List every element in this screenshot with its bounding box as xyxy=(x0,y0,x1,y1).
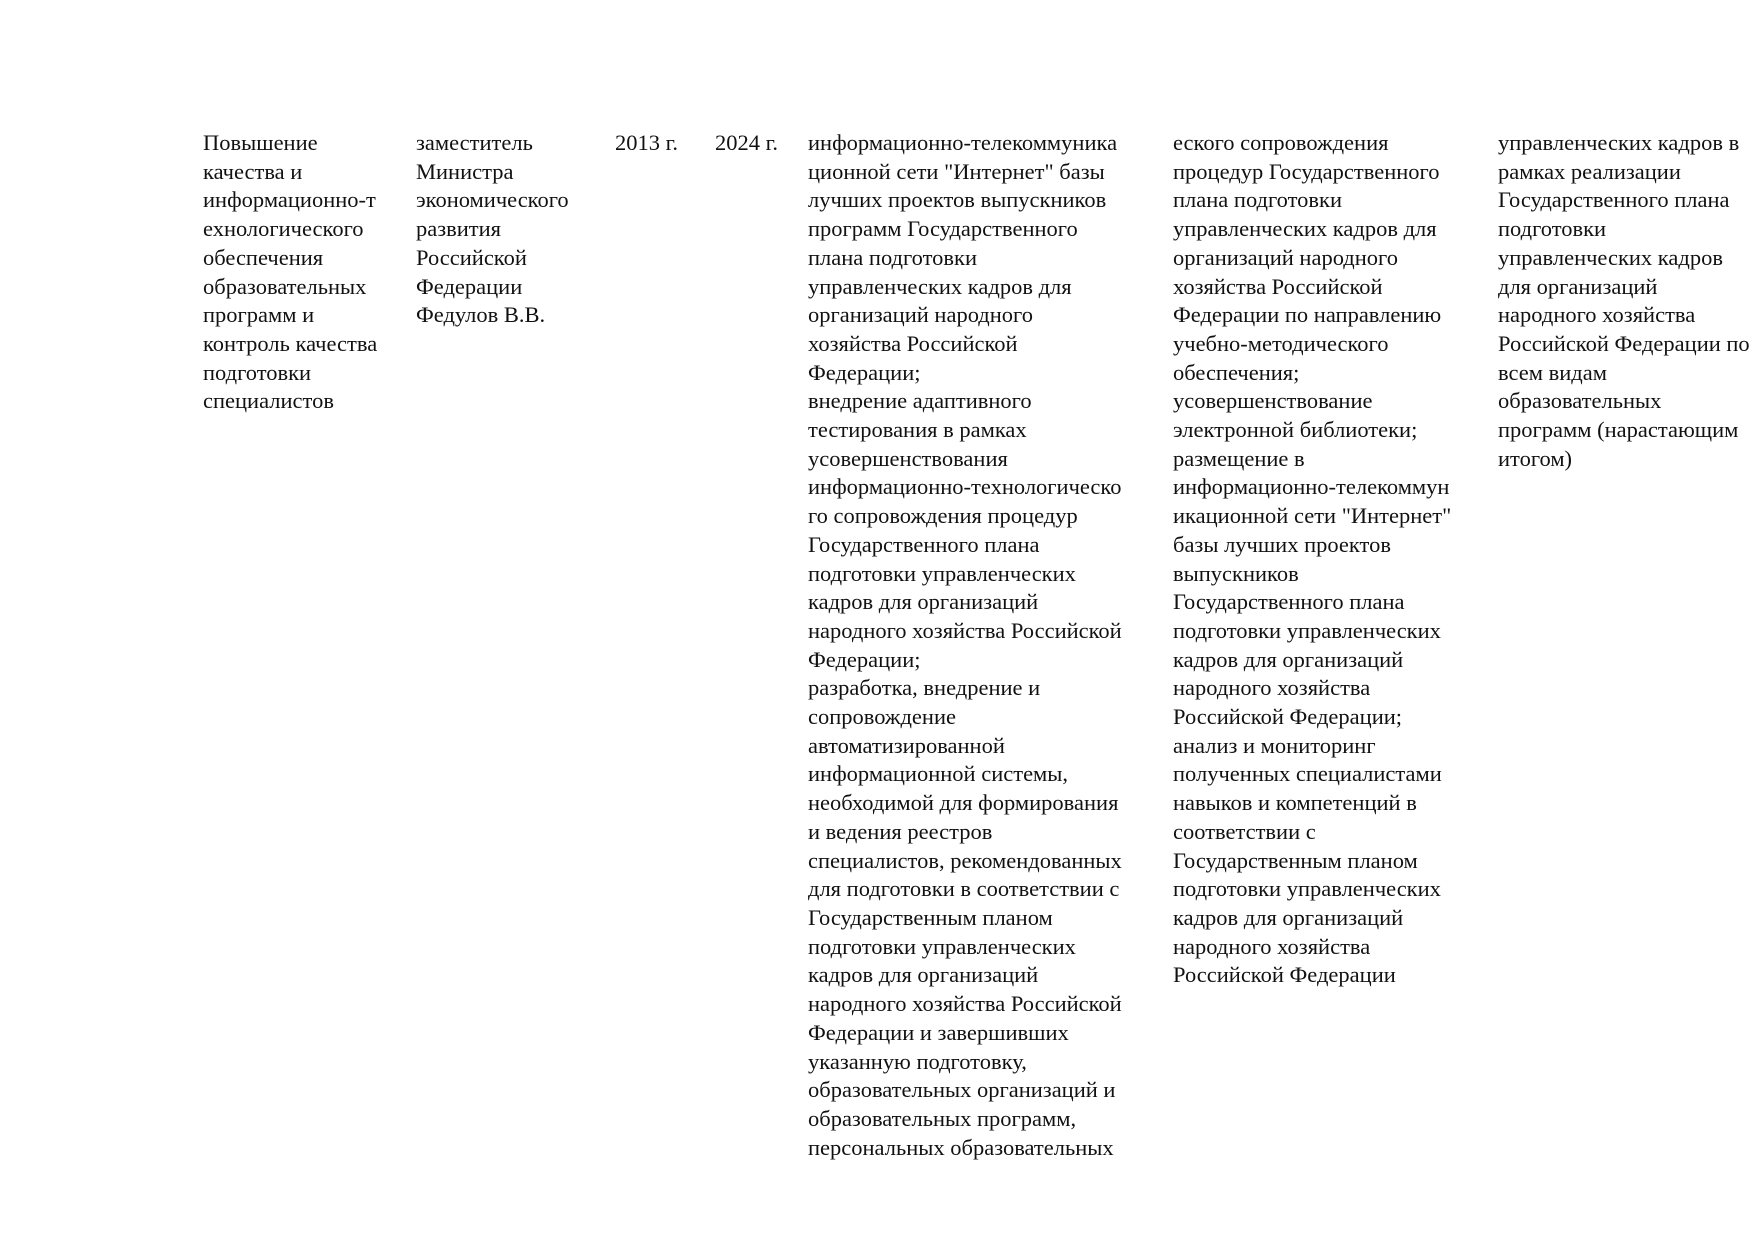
results-cell: еского сопровождения процедур Государственного плана подготовки управленческих кадров для организаций народного хозяйства Российской Федерации по направлению учебно-методического обеспечения; усовершенствование электронной библиотеки; размещение в информационно-телекоммун икационной сети "Интернет" базы лучших проектов выпускников Государственного плана подготовки управленческих кадров для организаций народного хозяйства Российской Федерации; анализ и мониторинг полученных специалистами навыков и компетенций в соответствии с Государственным планом подготовки управленческих кадров для организаций народного хозяйства Российской Федерации xyxy=(1173,130,1452,988)
activities-cell: информационно-телекоммуника ционной сети "Интернет" базы лучших проектов выпускников программ Государственного плана подготовки управленческих кадров для организаций народного хозяйства Российской Федерации; внедрение адаптивного тестирования в рамках усовершенствования информационно-технологическо го сопровождения процедур Государственного плана подготовки управленческих кадров для организаций народного хозяйства Российской Федерации; разработка, внедрение и сопровождение автоматизированной информационной системы, необходимой для формирования и ведения реестров специалистов, рекомендованных для подготовки в соответствии с Государственным планом подготовки управленческих кадров для организаций народного хозяйства Российской Федерации и завершивших указанную подготовку, образовательных организаций и образовательных программ, персональных образовательных xyxy=(808,130,1122,1160)
start-year-cell: 2013 г. xyxy=(615,130,678,155)
direction-cell: Повышение качества и информационно-т ехнологического обеспечения образовательных программ и контроль качества подготовки специалистов xyxy=(203,130,378,414)
responsible-cell: заместитель Министра экономического развития Российской Федерации Федулов В.В. xyxy=(416,130,569,328)
end-year-cell: 2024 г. xyxy=(715,130,778,155)
indicators-cell: управленческих кадров в рамках реализации Государственного плана подготовки управленческих кадров для организаций народного хозяйства Российской Федерации по всем видам образовательных программ (нарастающим итогом) xyxy=(1498,130,1750,471)
